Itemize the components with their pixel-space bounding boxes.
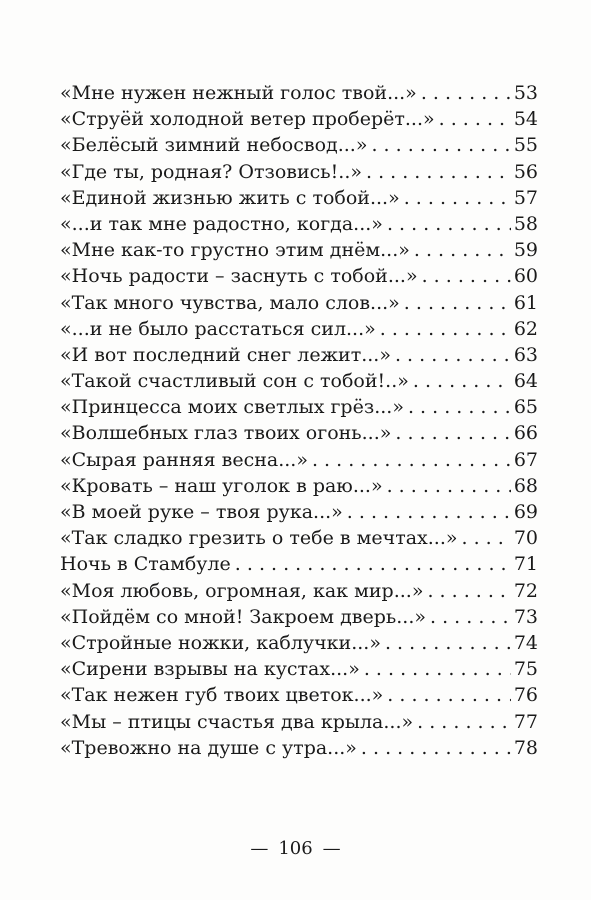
toc-entry-title: «И вот последний снег лежит...» xyxy=(60,343,391,366)
toc-entry-page: 60 xyxy=(513,265,538,288)
toc-entry-title: «Мне как-то грустно этим днём...» xyxy=(60,239,410,262)
toc-dot-leader xyxy=(395,342,511,368)
toc-entry-title: «Пойдём со мной! Закроем дверь...» xyxy=(60,605,426,628)
toc-entry-page: 66 xyxy=(513,422,538,445)
toc-entry-title: «В моей руке – твоя рука...» xyxy=(60,501,343,523)
folio-dash-right: — xyxy=(322,838,341,859)
toc-entry-page: 65 xyxy=(513,396,538,419)
toc-entry-title: «Ночь радости – заснуть с тобой...» xyxy=(60,265,418,288)
toc-dot-leader xyxy=(413,368,511,394)
toc-entry xyxy=(60,263,538,289)
toc-dot-leader xyxy=(364,656,511,682)
toc-entry xyxy=(60,106,538,132)
toc-entry-page: 64 xyxy=(513,370,538,393)
toc-entry-title: «Струёй холодной ветер проберёт...» xyxy=(60,108,435,131)
toc-entry-page: 61 xyxy=(513,291,538,314)
toc-entry-page: 75 xyxy=(513,658,538,681)
toc-entry-page: 68 xyxy=(513,474,538,497)
toc-dot-leader xyxy=(462,525,511,551)
toc-entry-title: «Принцесса моих светлых грёз...» xyxy=(60,396,404,419)
toc-entry xyxy=(60,682,538,708)
table-of-contents xyxy=(60,80,538,761)
toc-entry xyxy=(60,342,538,368)
toc-entry xyxy=(60,735,538,761)
toc-dot-leader xyxy=(235,551,511,577)
toc-dot-leader xyxy=(395,420,510,446)
toc-dot-leader xyxy=(422,263,511,289)
toc-dot-leader xyxy=(417,709,511,735)
toc-entry-title: «Где ты, родная? Отзовись!..» xyxy=(60,160,362,183)
toc-dot-leader xyxy=(371,132,510,158)
toc-dot-leader xyxy=(361,735,511,761)
toc-entry-page: 76 xyxy=(513,684,538,707)
toc-dot-leader xyxy=(366,159,511,185)
toc-dot-leader xyxy=(385,630,511,656)
toc-entry xyxy=(60,132,538,158)
toc-entry-page: 77 xyxy=(513,710,538,733)
toc-entry-title: «Так много чувства, мало слов...» xyxy=(60,291,400,314)
folio-dash-left: — xyxy=(250,838,269,859)
toc-entry-title: «Сырая ранняя весна...» xyxy=(60,448,308,471)
toc-entry-title: «...и не было расстаться сил...» xyxy=(60,317,376,340)
toc-entry xyxy=(60,368,538,394)
toc-entry-title: «Мне нужен нежный голос твой...» xyxy=(60,82,417,104)
toc-entry-page: 67 xyxy=(513,448,538,471)
toc-entry-title: «Моя любовь, огромная, как мир...» xyxy=(60,579,424,602)
toc-entry-page: 70 xyxy=(513,527,538,550)
toc-entry xyxy=(60,185,538,211)
toc-dot-leader xyxy=(421,80,511,106)
page-number: 106 xyxy=(278,838,313,859)
toc-dot-leader xyxy=(312,447,511,473)
toc-entry xyxy=(60,630,538,656)
toc-entry xyxy=(60,316,538,342)
toc-entry-title: «Стройные ножки, каблучки...» xyxy=(60,631,381,654)
toc-entry-title: «Сирени взрывы на кустах...» xyxy=(60,658,360,681)
toc-entry xyxy=(60,656,538,682)
toc-entry xyxy=(60,447,538,473)
toc-entry xyxy=(60,551,538,577)
toc-entry-title: «Тревожно на душе с утра...» xyxy=(60,736,357,759)
toc-dot-leader xyxy=(430,604,511,630)
toc-entry xyxy=(60,604,538,630)
toc-dot-leader xyxy=(404,290,511,316)
toc-entry-page: 74 xyxy=(513,631,538,654)
toc-entry-title: «Волшебных глаз твоих огонь...» xyxy=(60,422,392,445)
toc-entry xyxy=(60,80,538,106)
toc-entry-title: «Мы – птицы счастья два крыла...» xyxy=(60,710,414,733)
toc-entry xyxy=(60,290,538,316)
toc-entry xyxy=(60,394,538,420)
toc-entry-title: «Такой счастливый сон с тобой!..» xyxy=(60,370,409,393)
toc-entry-page: 58 xyxy=(513,212,538,235)
toc-entry-page: 57 xyxy=(513,186,538,209)
toc-dot-leader xyxy=(427,578,510,604)
toc-entry xyxy=(60,499,538,525)
toc-entry-page: 62 xyxy=(513,317,538,340)
toc-entry-title: «Так нежен губ твоих цветок...» xyxy=(60,684,384,707)
toc-dot-leader xyxy=(387,682,511,708)
toc-dot-leader xyxy=(404,185,511,211)
toc-entry-page: 73 xyxy=(513,605,538,628)
toc-entry xyxy=(60,211,538,237)
toc-dot-leader xyxy=(387,211,511,237)
toc-entry-title: «Так сладко грезить о тебе в мечтах...» xyxy=(60,527,458,550)
toc-dot-leader xyxy=(347,499,511,525)
toc-entry xyxy=(60,578,538,604)
page-number-footer xyxy=(0,838,591,859)
toc-entry-title: «...и так мне радостно, когда...» xyxy=(60,212,383,235)
toc-entry-title: «Кровать – наш уголок в раю...» xyxy=(60,474,383,497)
toc-entry-page: 63 xyxy=(513,343,538,366)
toc-entry-title: Ночь в Стамбуле xyxy=(60,553,231,576)
toc-dot-leader xyxy=(387,473,511,499)
toc-dot-leader xyxy=(414,237,511,263)
toc-entry-page: 55 xyxy=(513,134,538,157)
toc-entry xyxy=(60,159,538,185)
toc-dot-leader xyxy=(408,394,511,420)
toc-dot-leader xyxy=(380,316,511,342)
toc-entry-page: 71 xyxy=(513,553,538,576)
toc-entry-page: 72 xyxy=(513,579,538,602)
toc-dot-leader xyxy=(439,106,511,132)
toc-entry-page: 59 xyxy=(513,239,538,262)
toc-entry-page: 78 xyxy=(513,736,538,759)
toc-entry-title: «Единой жизнью жить с тобой...» xyxy=(60,186,400,209)
toc-entry xyxy=(60,237,538,263)
toc-entry xyxy=(60,709,538,735)
toc-entry-page: 56 xyxy=(513,160,538,183)
toc-entry xyxy=(60,473,538,499)
toc-entry-page: 69 xyxy=(513,501,538,523)
toc-entry xyxy=(60,525,538,551)
toc-entry xyxy=(60,420,538,446)
toc-entry-title: «Белёсый зимний небосвод...» xyxy=(60,134,368,157)
toc-entry-page: 53 xyxy=(513,82,538,104)
toc-entry-page: 54 xyxy=(513,108,538,131)
